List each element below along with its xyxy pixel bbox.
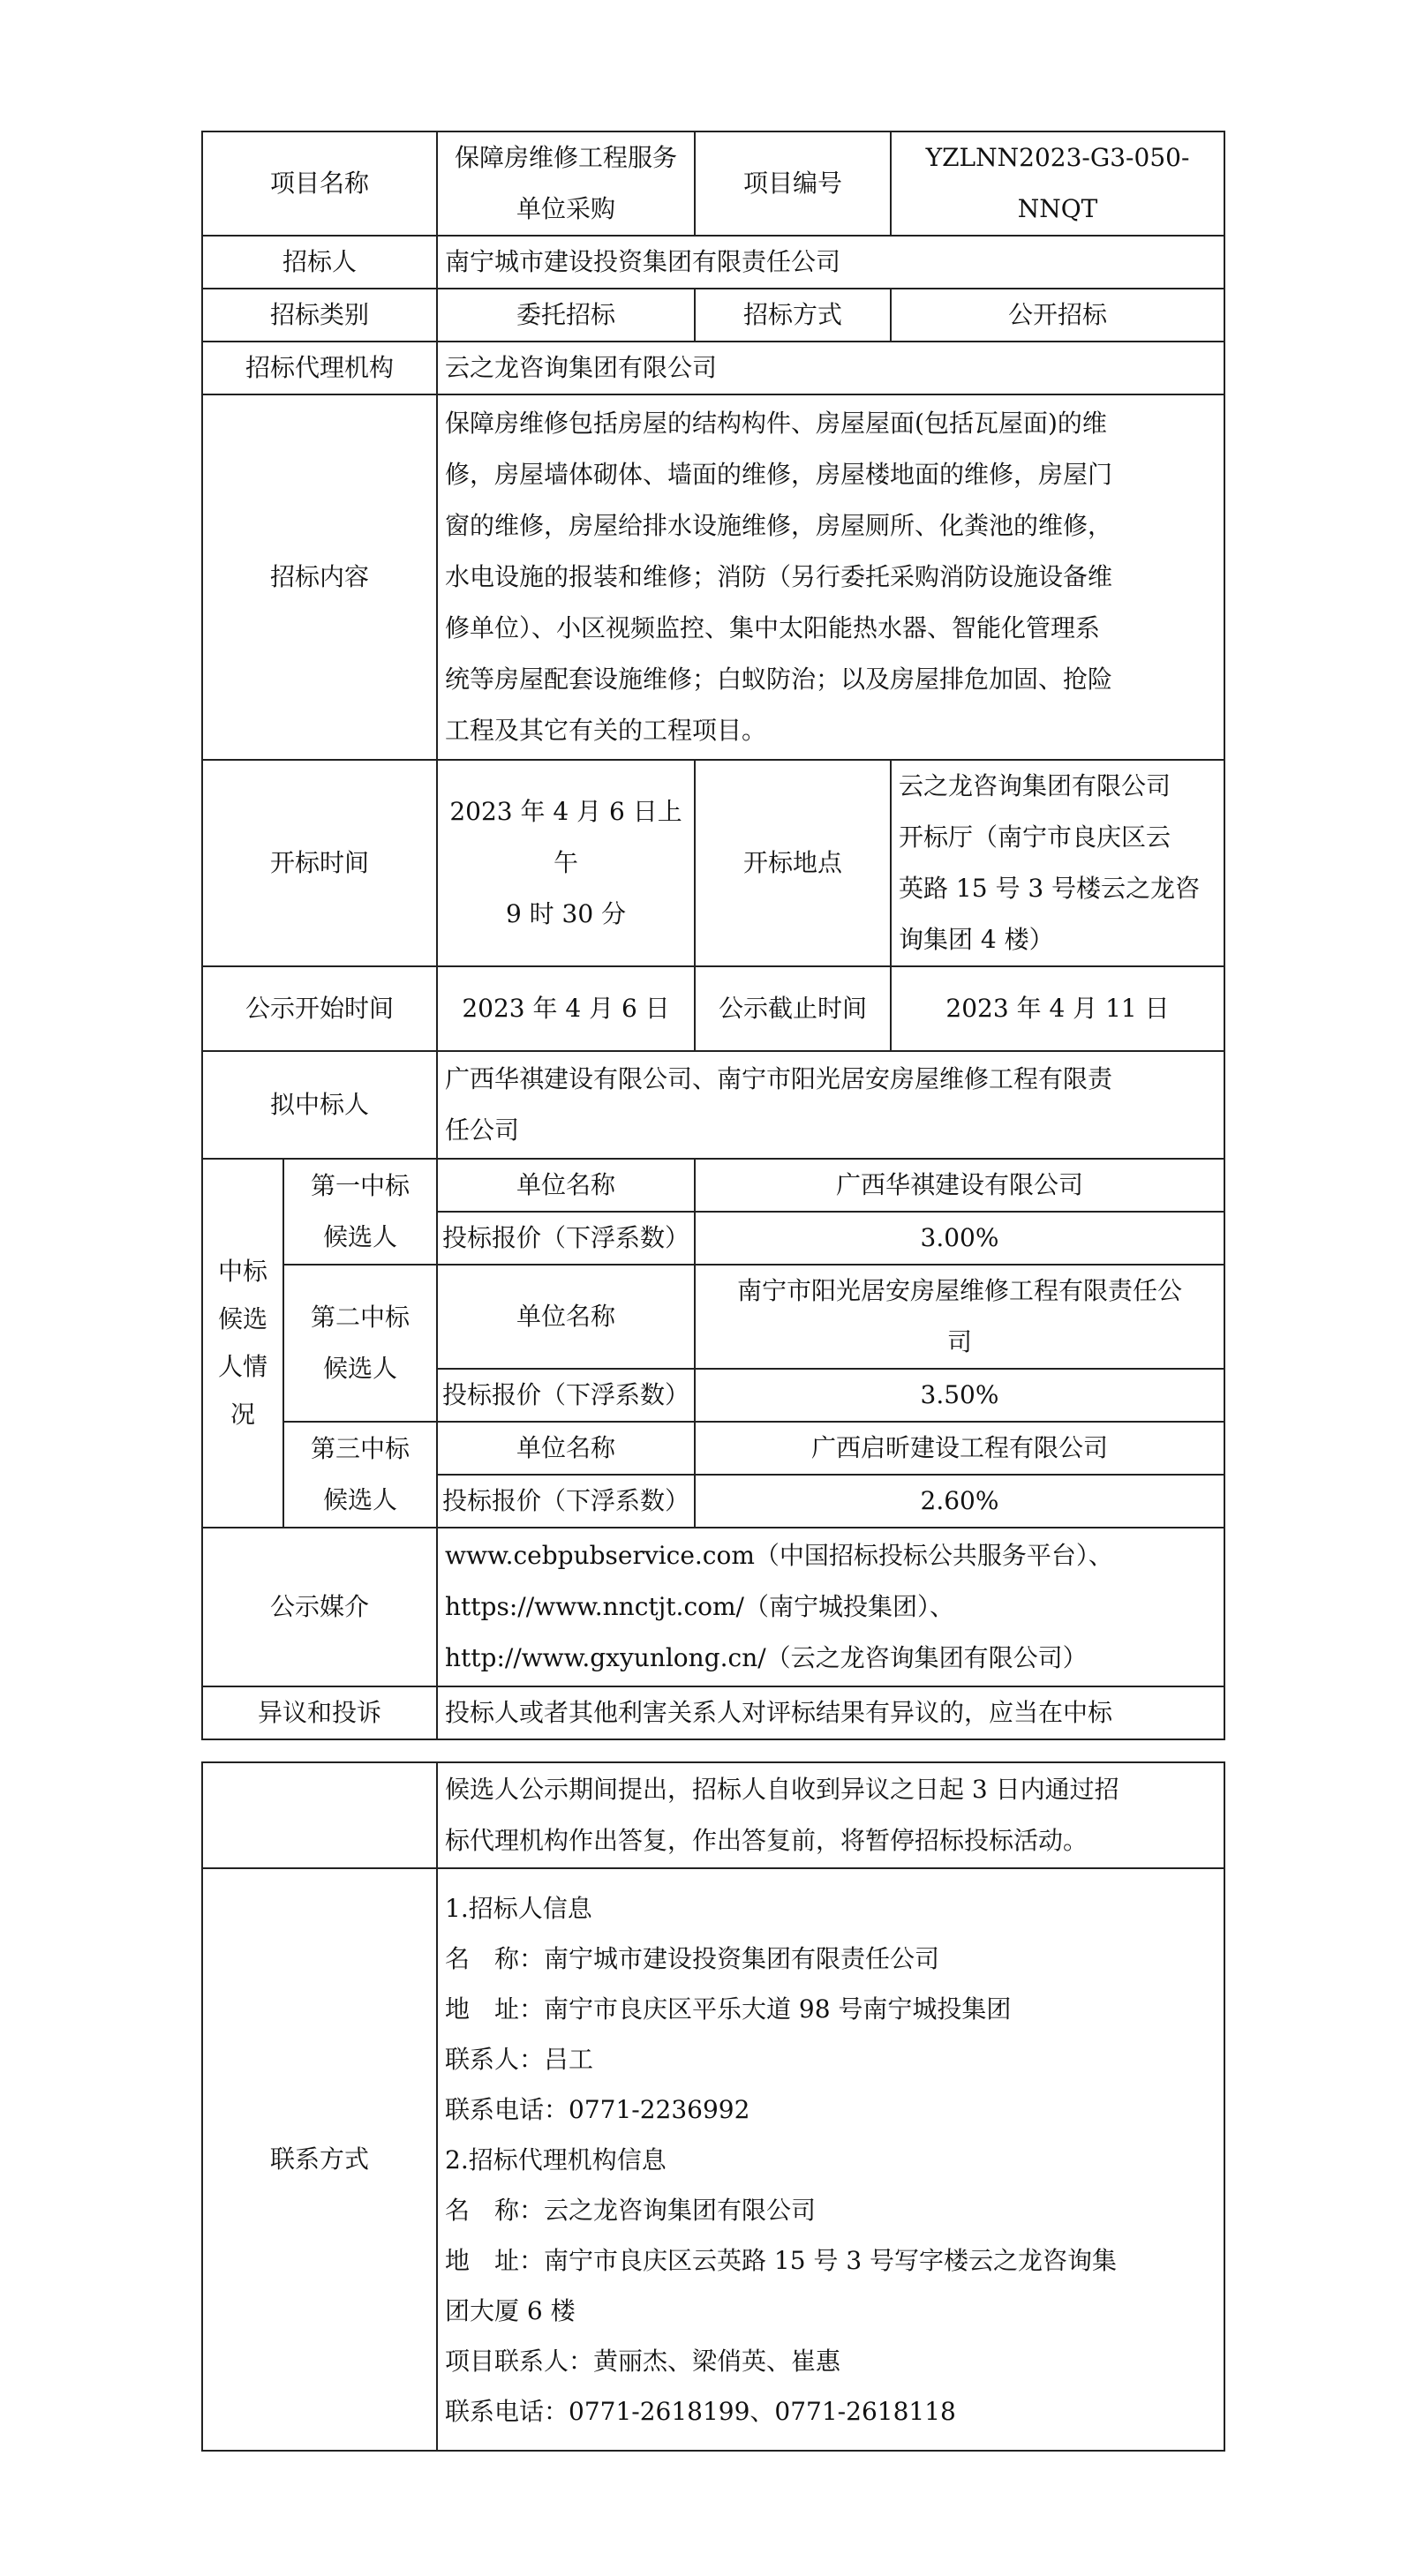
- candidate-name: 广西华祺建设有限公司: [695, 1159, 1224, 1212]
- objection-text: 投标人或者其他利害关系人对评标结果有异议的，应当在中标: [437, 1686, 1224, 1739]
- candidate-rank: 第三中标 候选人: [283, 1422, 437, 1528]
- objection-label: 异议和投诉: [202, 1686, 437, 1739]
- media-link: www.cebpubservice.com（中国招标投标公共服务平台）、: [445, 1541, 1113, 1570]
- candidate-name: 南宁市阳光居安房屋维修工程有限责任公 司: [695, 1265, 1224, 1369]
- content-text: 保障房维修包括房屋的结构构件、房屋屋面(包括瓦屋面)的维 修，房屋墙体砌体、墙面的维修，房屋楼地面的维修，房屋门 窗的维修，房屋给排水设施维修，房屋厕所、化粪池的维修， 水电设施的报装和维修；消防（另行委托采购消防设施设备维 修单位）、小区视频监控、集中太阳能热水器、智能化管理系 统等房屋配套设施维修；白蚁防治；以及房屋排危加固、抢险 工程及其它有关的工程项目。: [437, 394, 1224, 760]
- candidate-name: 广西启昕建设工程有限公司: [695, 1422, 1224, 1475]
- open-time-label: 开标时间: [202, 760, 437, 966]
- media-link: https://www.nnctjt.com/（南宁城投集团）、: [445, 1592, 954, 1621]
- candidate-bid: 3.50%: [695, 1369, 1224, 1422]
- pub-end-label: 公示截止时间: [695, 966, 891, 1051]
- contact-info: 1.招标人信息 名 称：南宁城市建设投资集团有限责任公司 地 址：南宁市良庆区平乐大道 98 号南宁城投集团 联系人：吕工 联系电话：0771-2236992 2.招标代理机构信息 名 称：云之龙咨询集团有限公司 地 址：南宁市良庆区云英路 15 号 3 号写字楼云之龙咨询集 团大厦 6 楼 项目联系人：黄丽杰、梁俏英、崔惠 联系电话：0771-2618199、0771-2618118: [437, 1868, 1224, 2451]
- open-place: 云之龙咨询集团有限公司 开标厅（南宁市良庆区云 英路 15 号 3 号楼云之龙咨 询集团 4 楼）: [891, 760, 1224, 966]
- proposed-label: 拟中标人: [202, 1051, 437, 1159]
- candidate-bid-label: 投标报价（下浮系数）: [437, 1369, 695, 1422]
- candidate-rank: 第二中标 候选人: [283, 1265, 437, 1422]
- media-link: http://www.gxyunlong.cn/（云之龙咨询集团有限公司）: [445, 1643, 1088, 1672]
- contact-label: 联系方式: [202, 1868, 437, 2451]
- candidate-rank: 第一中标 候选人: [283, 1159, 437, 1265]
- candidate-name-label: 单位名称: [437, 1422, 695, 1475]
- tenderer-label: 招标人: [202, 236, 437, 289]
- method-label: 招标方式: [695, 289, 891, 342]
- content-label: 招标内容: [202, 394, 437, 760]
- objection-continued-empty: [202, 1762, 437, 1868]
- open-place-label: 开标地点: [695, 760, 891, 966]
- pub-start: 2023 年 4 月 6 日: [437, 966, 695, 1051]
- pub-start-label: 公示开始时间: [202, 966, 437, 1051]
- method: 公开招标: [891, 289, 1224, 342]
- candidate-name-label: 单位名称: [437, 1265, 695, 1369]
- candidate-bid-label: 投标报价（下浮系数）: [437, 1212, 695, 1265]
- category-label: 招标类别: [202, 289, 437, 342]
- bid-result-table: [201, 131, 1225, 1740]
- candidate-bid: 2.60%: [695, 1475, 1224, 1528]
- project-name: 保障房维修工程服务 单位采购: [437, 131, 695, 236]
- open-time: 2023 年 4 月 6 日上午 9 时 30 分: [437, 760, 695, 966]
- media-label: 公示媒介: [202, 1528, 437, 1686]
- contact-table: [201, 1761, 1225, 2452]
- category: 委托招标: [437, 289, 695, 342]
- pub-end: 2023 年 4 月 11 日: [891, 966, 1224, 1051]
- candidates-section-label: 中标 候选 人情 况: [202, 1159, 283, 1528]
- candidate-bid-label: 投标报价（下浮系数）: [437, 1475, 695, 1528]
- media-list: [437, 1528, 1224, 1686]
- tenderer: 南宁城市建设投资集团有限责任公司: [437, 236, 1224, 289]
- agency: 云之龙咨询集团有限公司: [437, 342, 1224, 394]
- project-no-label: 项目编号: [695, 131, 891, 236]
- project-no: YZLNN2023-G3-050-NNQT: [891, 131, 1224, 236]
- agency-label: 招标代理机构: [202, 342, 437, 394]
- candidate-bid: 3.00%: [695, 1212, 1224, 1265]
- objection-text-continued: 候选人公示期间提出，招标人自收到异议之日起 3 日内通过招 标代理机构作出答复，作出答复前，将暂停招标投标活动。: [437, 1762, 1224, 1868]
- proposed-winner: 广西华祺建设有限公司、南宁市阳光居安房屋维修工程有限责 任公司: [437, 1051, 1224, 1159]
- candidate-name-label: 单位名称: [437, 1159, 695, 1212]
- project-name-label: 项目名称: [202, 131, 437, 236]
